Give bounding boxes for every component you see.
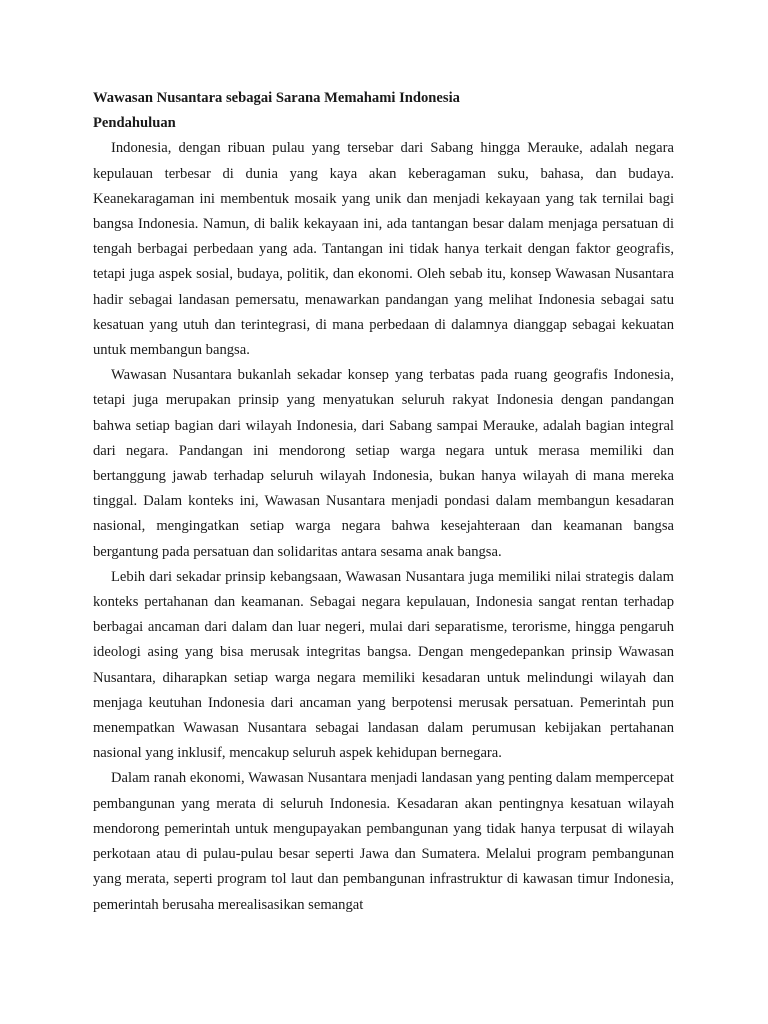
paragraph-2: Wawasan Nusantara bukanlah sekadar konsep yang terbatas pada ruang geografis Indonesia, tetapi juga merupakan prinsip yang menyatukan seluruh rakyat Indonesia dengan pandangan bahwa setiap bagian dari wilayah Indonesia, dari Sabang sampai Merauke, adalah bagian integral dari negara. Pandangan ini mendorong setiap warga negara untuk merasa memiliki dan bertanggung jawab terhadap seluruh wilayah Indonesia, bukan hanya wilayah di mana mereka tinggal. Dalam konteks ini, Wawasan Nusantara menjadi pondasi dalam membangun kesadaran nasional, mengingatkan setiap warga negara bahwa kesejahteraan dan keamanan bangsa bergantung pada persatuan dan solidaritas antara sesama anak bangsa. (93, 367, 674, 560)
section-heading: Pendahuluan (93, 115, 176, 132)
paragraph-1: Indonesia, dengan ribuan pulau yang tersebar dari Sabang hingga Merauke, adalah negara kepulauan terbesar di dunia yang kaya akan keberagaman suku, bahasa, dan budaya. Keanekaragaman ini membentuk mosaik yang unik dan menjadi kekayaan yang tak ternilai bagi bangsa Indonesia. Namun, di balik kekayaan ini, ada tantangan besar dalam menjaga persatuan di tengah berbagai perbedaan yang ada. Tantangan ini tidak hanya terkait dengan faktor geografis, tetapi juga aspek sosial, budaya, politik, dan ekonomi. Oleh sebab itu, konsep Wawasan Nusantara hadir sebagai landasan pemersatu, menawarkan pandangan yang melihat Indonesia sebagai satu kesatuan yang utuh dan terintegrasi, di mana perbedaan di dalamnya dianggap sebagai kekuatan untuk membangun bangsa. (93, 140, 674, 359)
paragraph-4: Dalam ranah ekonomi, Wawasan Nusantara menjadi landasan yang penting dalam mempercepat pembangunan yang merata di seluruh Indonesia. Kesadaran akan pentingnya kesatuan wilayah mendorong pemerintah untuk mengupayakan pembangunan yang tidak hanya terpusat di wilayah perkotaan atau di pulau-pulau besar seperti Jawa dan Sumatera. Melalui program pembangunan yang merata, seperti program tol laut dan pembangunan infrastruktur di kawasan timur Indonesia, pemerintah berusaha merealisasikan semangat (93, 770, 674, 913)
paragraph-3: Lebih dari sekadar prinsip kebangsaan, Wawasan Nusantara juga memiliki nilai strategis dalam konteks pertahanan dan keamanan. Sebagai negara kepulauan, Indonesia sangat rentan terhadap berbagai ancaman dari dalam dan luar negeri, mulai dari separatisme, terorisme, hingga pengaruh ideologi asing yang bisa merusak integritas bangsa. Dengan mengedepankan prinsip Wawasan Nusantara, diharapkan setiap warga negara memiliki kesadaran untuk melindungi wilayah dan menjaga keutuhan Indonesia dari ancaman yang berpotensi merusak persatuan. Pemerintah pun menempatkan Wawasan Nusantara sebagai landasan dalam perumusan kebijakan pertahanan nasional yang inklusif, mencakup seluruh aspek kehidupan bernegara. (93, 568, 674, 762)
document-body (93, 86, 674, 918)
document-title: Wawasan Nusantara sebagai Sarana Memahami Indonesia (93, 90, 460, 106)
